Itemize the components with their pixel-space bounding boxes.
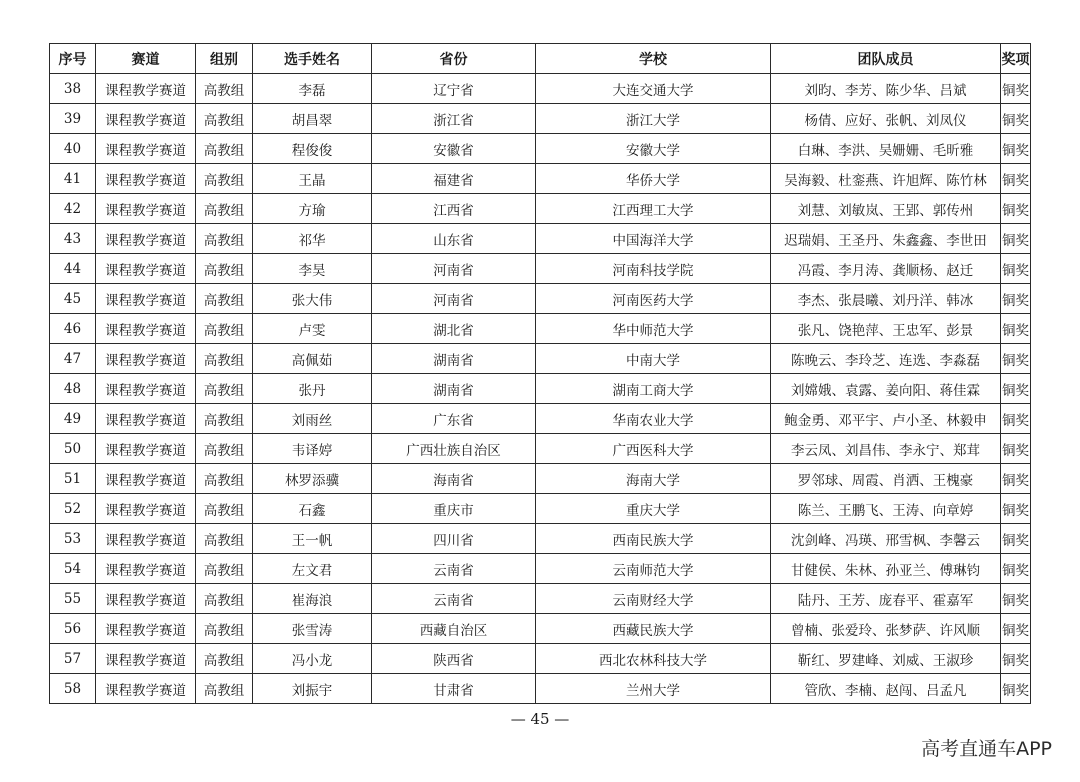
cell-index: 43 [50,224,96,254]
cell-award: 铜奖 [1001,584,1031,614]
table-row [50,224,1031,254]
cell-index: 44 [50,254,96,284]
awards-table [49,43,1031,704]
cell-group: 高教组 [196,134,253,164]
cell-team-members: 吴海毅、杜銮燕、许旭辉、陈竹林 [771,164,1001,194]
cell-award: 铜奖 [1001,434,1031,464]
cell-award: 铜奖 [1001,104,1031,134]
page-number: — 45 — [510,710,570,728]
table-row [50,674,1031,704]
cell-contestant-name: 祁华 [253,224,372,254]
table-row [50,254,1031,284]
cell-index: 46 [50,314,96,344]
cell-track: 课程教学赛道 [96,314,196,344]
cell-index: 39 [50,104,96,134]
cell-contestant-name: 程俊俊 [253,134,372,164]
cell-track: 课程教学赛道 [96,524,196,554]
cell-award: 铜奖 [1001,464,1031,494]
cell-province: 广东省 [372,404,536,434]
cell-school: 海南大学 [536,464,771,494]
cell-province: 湖南省 [372,344,536,374]
cell-track: 课程教学赛道 [96,224,196,254]
header-province: 省份 [372,44,536,74]
cell-school: 大连交通大学 [536,74,771,104]
cell-team-members: 冯霞、李月涛、龚顺杨、赵迁 [771,254,1001,284]
cell-index: 51 [50,464,96,494]
cell-team-members: 陆丹、王芳、庞春平、霍嘉军 [771,584,1001,614]
cell-track: 课程教学赛道 [96,164,196,194]
cell-contestant-name: 张丹 [253,374,372,404]
cell-track: 课程教学赛道 [96,614,196,644]
cell-province: 浙江省 [372,104,536,134]
header-group: 组别 [196,44,253,74]
cell-school: 西藏民族大学 [536,614,771,644]
table-row [50,434,1031,464]
cell-group: 高教组 [196,554,253,584]
cell-index: 53 [50,524,96,554]
cell-school: 河南科技学院 [536,254,771,284]
cell-province: 广西壮族自治区 [372,434,536,464]
cell-province: 海南省 [372,464,536,494]
table-row [50,494,1031,524]
cell-index: 54 [50,554,96,584]
cell-team-members: 张凡、饶艳萍、王忠军、彭景 [771,314,1001,344]
cell-team-members: 刘昀、李芳、陈少华、吕斌 [771,74,1001,104]
cell-track: 课程教学赛道 [96,194,196,224]
cell-school: 云南师范大学 [536,554,771,584]
cell-track: 课程教学赛道 [96,134,196,164]
table-row [50,314,1031,344]
cell-award: 铜奖 [1001,524,1031,554]
cell-team-members: 陈兰、王鹏飞、王涛、向章婷 [771,494,1001,524]
header-index: 序号 [50,44,96,74]
cell-contestant-name: 张大伟 [253,284,372,314]
table-row [50,464,1031,494]
table-row [50,644,1031,674]
cell-group: 高教组 [196,284,253,314]
cell-index: 57 [50,644,96,674]
cell-province: 山东省 [372,224,536,254]
cell-track: 课程教学赛道 [96,254,196,284]
table-row [50,404,1031,434]
cell-award: 铜奖 [1001,494,1031,524]
cell-group: 高教组 [196,194,253,224]
cell-school: 华南农业大学 [536,404,771,434]
cell-award: 铜奖 [1001,374,1031,404]
cell-school: 湖南工商大学 [536,374,771,404]
table-row [50,344,1031,374]
cell-school: 重庆大学 [536,494,771,524]
cell-track: 课程教学赛道 [96,584,196,614]
cell-team-members: 杨倩、应好、张帆、刘凤仪 [771,104,1001,134]
table-row [50,554,1031,584]
cell-contestant-name: 石鑫 [253,494,372,524]
cell-team-members: 罗邻球、周霞、肖洒、王槐豪 [771,464,1001,494]
table-row [50,194,1031,224]
cell-track: 课程教学赛道 [96,464,196,494]
cell-team-members: 刘嫦娥、袁露、姜向阳、蒋佳霖 [771,374,1001,404]
cell-award: 铜奖 [1001,74,1031,104]
cell-contestant-name: 王一帆 [253,524,372,554]
cell-team-members: 鲍金勇、邓平宇、卢小圣、林毅申 [771,404,1001,434]
table-row [50,524,1031,554]
cell-school: 云南财经大学 [536,584,771,614]
cell-index: 38 [50,74,96,104]
cell-award: 铜奖 [1001,344,1031,374]
cell-province: 河南省 [372,254,536,284]
cell-index: 55 [50,584,96,614]
cell-team-members: 曾楠、张爱玲、张梦萨、许风顺 [771,614,1001,644]
cell-award: 铜奖 [1001,134,1031,164]
cell-group: 高教组 [196,314,253,344]
header-contestant-name: 选手姓名 [253,44,372,74]
cell-school: 江西理工大学 [536,194,771,224]
cell-province: 云南省 [372,554,536,584]
cell-province: 重庆市 [372,494,536,524]
cell-award: 铜奖 [1001,674,1031,704]
cell-contestant-name: 林罗添骥 [253,464,372,494]
cell-contestant-name: 刘振宇 [253,674,372,704]
cell-school: 中南大学 [536,344,771,374]
cell-contestant-name: 李昊 [253,254,372,284]
header-award: 奖项 [1001,44,1031,74]
cell-track: 课程教学赛道 [96,434,196,464]
cell-province: 四川省 [372,524,536,554]
cell-award: 铜奖 [1001,314,1031,344]
table-body [50,74,1031,704]
cell-province: 辽宁省 [372,74,536,104]
cell-team-members: 靳红、罗建峰、刘威、王淑珍 [771,644,1001,674]
cell-contestant-name: 方瑜 [253,194,372,224]
cell-contestant-name: 张雪涛 [253,614,372,644]
cell-group: 高教组 [196,254,253,284]
cell-track: 课程教学赛道 [96,674,196,704]
cell-track: 课程教学赛道 [96,644,196,674]
cell-province: 湖北省 [372,314,536,344]
cell-track: 课程教学赛道 [96,344,196,374]
header-track: 赛道 [96,44,196,74]
cell-team-members: 迟瑞娟、王圣丹、朱鑫鑫、李世田 [771,224,1001,254]
cell-award: 铜奖 [1001,404,1031,434]
cell-award: 铜奖 [1001,284,1031,314]
cell-group: 高教组 [196,104,253,134]
cell-contestant-name: 王晶 [253,164,372,194]
cell-province: 陕西省 [372,644,536,674]
cell-province: 江西省 [372,194,536,224]
table-row [50,374,1031,404]
cell-contestant-name: 崔海浪 [253,584,372,614]
cell-index: 58 [50,674,96,704]
cell-index: 47 [50,344,96,374]
cell-index: 45 [50,284,96,314]
cell-award: 铜奖 [1001,224,1031,254]
cell-school: 西南民族大学 [536,524,771,554]
cell-contestant-name: 李磊 [253,74,372,104]
cell-province: 福建省 [372,164,536,194]
cell-index: 48 [50,374,96,404]
cell-group: 高教组 [196,404,253,434]
cell-award: 铜奖 [1001,164,1031,194]
table-row [50,284,1031,314]
cell-group: 高教组 [196,614,253,644]
cell-contestant-name: 卢雯 [253,314,372,344]
cell-track: 课程教学赛道 [96,494,196,524]
header-team-members: 团队成员 [771,44,1001,74]
cell-province: 甘肃省 [372,674,536,704]
cell-team-members: 陈晚云、李玲芝、连选、李淼磊 [771,344,1001,374]
cell-group: 高教组 [196,464,253,494]
cell-index: 52 [50,494,96,524]
cell-contestant-name: 左文君 [253,554,372,584]
cell-team-members: 管欣、李楠、赵闯、吕孟凡 [771,674,1001,704]
cell-group: 高教组 [196,344,253,374]
watermark-text: 高考直通车APP [921,738,1052,760]
header-school: 学校 [536,44,771,74]
cell-school: 西北农林科技大学 [536,644,771,674]
cell-award: 铜奖 [1001,554,1031,584]
cell-track: 课程教学赛道 [96,104,196,134]
cell-index: 50 [50,434,96,464]
cell-award: 铜奖 [1001,194,1031,224]
cell-track: 课程教学赛道 [96,554,196,584]
cell-team-members: 甘健侯、朱林、孙亚兰、傅琳钧 [771,554,1001,584]
cell-index: 49 [50,404,96,434]
table-row [50,164,1031,194]
cell-group: 高教组 [196,494,253,524]
cell-group: 高教组 [196,644,253,674]
cell-group: 高教组 [196,224,253,254]
cell-province: 西藏自治区 [372,614,536,644]
cell-team-members: 白琳、李洪、吴姗姗、毛昕雅 [771,134,1001,164]
table-row [50,104,1031,134]
table-row [50,614,1031,644]
cell-team-members: 沈剑峰、冯瑛、邢雪枫、李馨云 [771,524,1001,554]
cell-group: 高教组 [196,524,253,554]
cell-group: 高教组 [196,374,253,404]
cell-index: 40 [50,134,96,164]
table-row [50,134,1031,164]
cell-school: 安徽大学 [536,134,771,164]
cell-award: 铜奖 [1001,254,1031,284]
cell-index: 56 [50,614,96,644]
table-row [50,584,1031,614]
cell-contestant-name: 高佩茹 [253,344,372,374]
cell-school: 浙江大学 [536,104,771,134]
cell-contestant-name: 刘雨丝 [253,404,372,434]
cell-school: 华中师范大学 [536,314,771,344]
cell-index: 41 [50,164,96,194]
cell-contestant-name: 韦译婷 [253,434,372,464]
cell-province: 河南省 [372,284,536,314]
cell-award: 铜奖 [1001,614,1031,644]
cell-province: 湖南省 [372,374,536,404]
cell-team-members: 李杰、张晨曦、刘丹洋、韩冰 [771,284,1001,314]
cell-province: 安徽省 [372,134,536,164]
table-row [50,74,1031,104]
cell-group: 高教组 [196,164,253,194]
cell-school: 河南医药大学 [536,284,771,314]
cell-school: 广西医科大学 [536,434,771,464]
cell-group: 高教组 [196,74,253,104]
cell-school: 华侨大学 [536,164,771,194]
cell-contestant-name: 冯小龙 [253,644,372,674]
cell-group: 高教组 [196,584,253,614]
cell-track: 课程教学赛道 [96,374,196,404]
cell-award: 铜奖 [1001,644,1031,674]
cell-group: 高教组 [196,434,253,464]
cell-team-members: 李云凤、刘昌伟、李永宁、郑茸 [771,434,1001,464]
header-row [50,44,1031,74]
cell-contestant-name: 胡昌翠 [253,104,372,134]
cell-track: 课程教学赛道 [96,404,196,434]
cell-group: 高教组 [196,674,253,704]
cell-track: 课程教学赛道 [96,74,196,104]
cell-track: 课程教学赛道 [96,284,196,314]
cell-team-members: 刘慧、刘敏岚、王郢、郭传州 [771,194,1001,224]
cell-index: 42 [50,194,96,224]
cell-province: 云南省 [372,584,536,614]
cell-school: 兰州大学 [536,674,771,704]
cell-school: 中国海洋大学 [536,224,771,254]
